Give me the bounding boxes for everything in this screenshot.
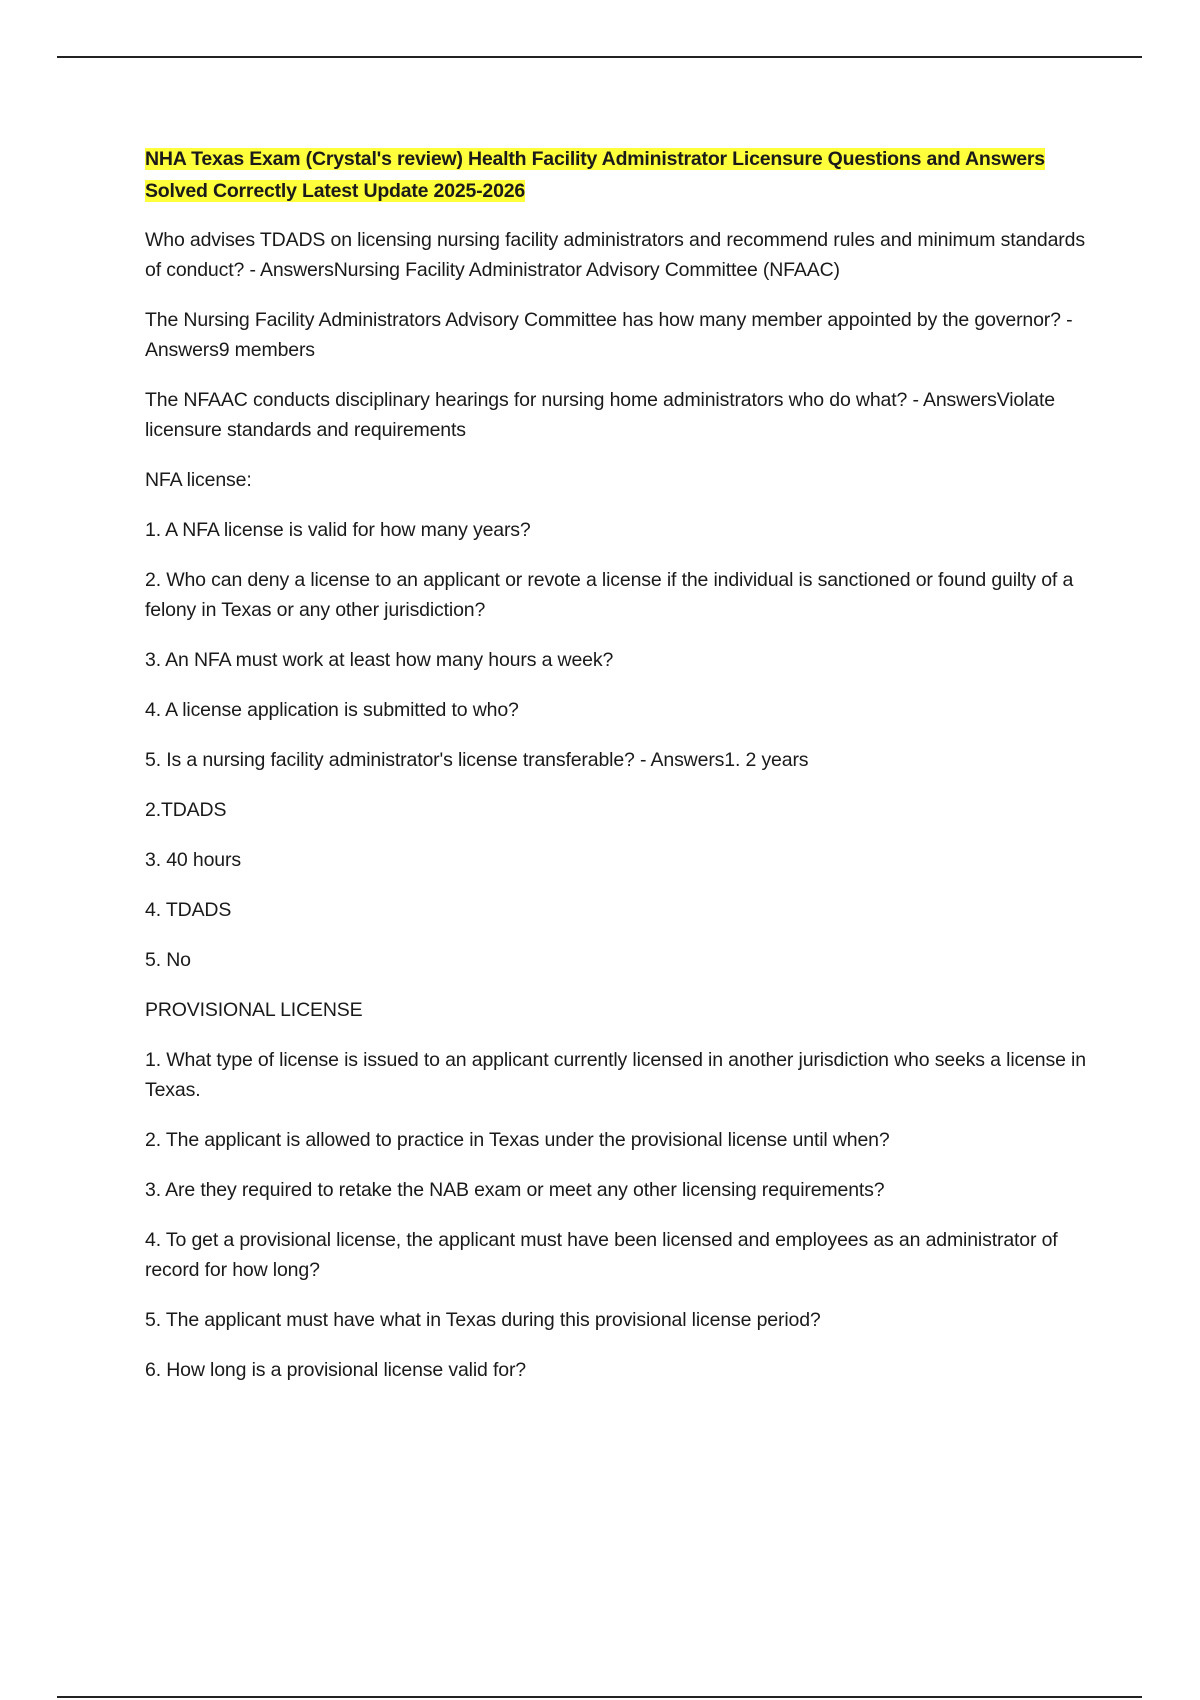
- answer-item: 4. TDADS: [145, 899, 232, 921]
- question-item: 6. How long is a provisional license valid for?: [145, 1359, 526, 1381]
- page-footer-rule: [57, 1696, 1142, 1698]
- qa-paragraph: Who advises TDADS on licensing nursing facility administrators and recommend rules and minimum standards of conduct? - AnswersNursing Facility Administrator Advisory Committee (NFAAC): [145, 229, 1085, 281]
- page-header-rule: [57, 56, 1142, 58]
- qa-paragraph: The Nursing Facility Administrators Advisory Committee has how many member appointed by the governor? - Answers9 members: [145, 309, 1073, 361]
- document-body: [145, 143, 1095, 1405]
- question-item: 3. An NFA must work at least how many hours a week?: [145, 649, 614, 671]
- question-item: 4. A license application is submitted to who?: [145, 699, 519, 721]
- question-item: 5. Is a nursing facility administrator's license transferable? - Answers1. 2 years: [145, 749, 809, 771]
- question-item: 2. Who can deny a license to an applicant or revote a license if the individual is sanctioned or found guilty of a felony in Texas or any other jurisdiction?: [145, 569, 1074, 621]
- question-item: 2. The applicant is allowed to practice in Texas under the provisional license until when?: [145, 1129, 890, 1151]
- document-title: [145, 143, 1095, 207]
- answer-item: 3. 40 hours: [145, 849, 241, 871]
- answer-item: 5. No: [145, 949, 191, 971]
- highlighted-title-text: NHA Texas Exam (Crystal's review) Health Facility Administrator Licensure Questions and Answers Solved Correctly Latest Update 2025-2026: [145, 148, 1045, 202]
- question-item: 3. Are they required to retake the NAB exam or meet any other licensing requirements?: [145, 1179, 885, 1201]
- question-item: 1. A NFA license is valid for how many years?: [145, 519, 531, 541]
- question-item: 1. What type of license is issued to an applicant currently licensed in another jurisdiction who seeks a license in Texas.: [145, 1049, 1086, 1101]
- answer-item: 2.TDADS: [145, 799, 227, 821]
- question-item: 5. The applicant must have what in Texas during this provisional license period?: [145, 1309, 821, 1331]
- question-item: 4. To get a provisional license, the applicant must have been licensed and employees as an administrator of record for how long?: [145, 1229, 1058, 1281]
- qa-paragraph: The NFAAC conducts disciplinary hearings for nursing home administrators who do what? - AnswersViolate licensure standards and requirements: [145, 389, 1055, 441]
- section-label-provisional-license: PROVISIONAL LICENSE: [145, 999, 363, 1021]
- section-label-nfa-license: NFA license:: [145, 469, 252, 491]
